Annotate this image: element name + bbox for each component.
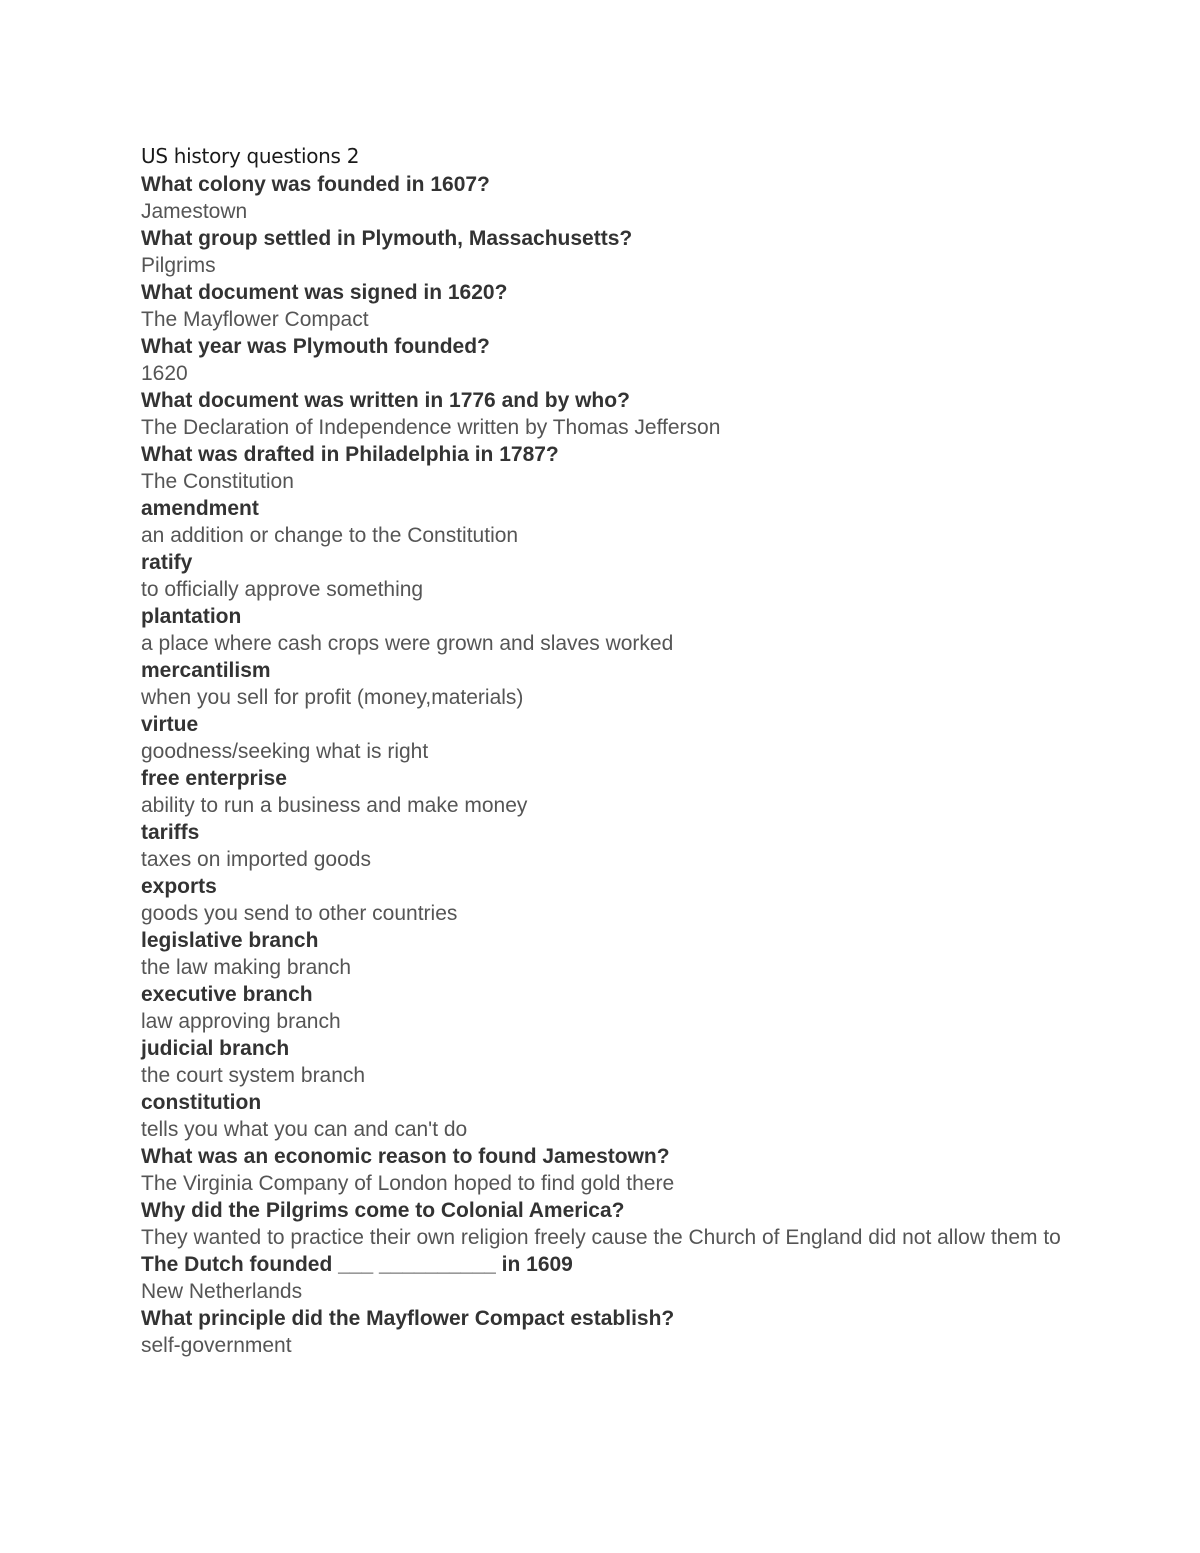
question-text: amendment [141,497,259,520]
qa-item [141,1305,1061,1359]
qa-item [141,333,1061,387]
answer-text: to officially approve something [141,578,424,601]
qa-item [141,387,1061,441]
answer-text: goods you send to other countries [141,902,458,925]
qa-item [141,1035,1061,1089]
answer-text: Pilgrims [141,254,216,277]
question-text: Why did the Pilgrims come to Colonial America? [141,1199,625,1222]
answer-text: They wanted to practice their own religion freely cause the Church of England did not allow them to [141,1226,1061,1249]
question-text: What document was signed in 1620? [141,281,508,304]
question-text: judicial branch [141,1037,290,1060]
qa-list [141,171,1061,1359]
qa-item [141,657,1061,711]
answer-text: 1620 [141,362,188,385]
qa-item [141,765,1061,819]
question-text: What was drafted in Philadelphia in 1787? [141,443,559,466]
answer-text: The Constitution [141,470,294,493]
qa-item [141,1143,1061,1197]
question-text: ratify [141,551,193,574]
qa-item [141,927,1061,981]
answer-text: law approving branch [141,1010,341,1033]
answer-text: taxes on imported goods [141,848,371,871]
qa-item [141,711,1061,765]
question-text: executive branch [141,983,313,1006]
answer-text: Jamestown [141,200,248,223]
qa-item [141,1089,1061,1143]
answer-text: ability to run a business and make money [141,794,528,817]
qa-item [141,495,1061,549]
qa-item [141,981,1061,1035]
answer-text: goodness/seeking what is right [141,740,429,763]
qa-item [141,1197,1061,1251]
answer-text: a place where cash crops were grown and slaves worked [141,632,674,655]
question-text: What year was Plymouth founded? [141,335,490,358]
question-text: What colony was founded in 1607? [141,173,490,196]
qa-item [141,279,1061,333]
question-text: plantation [141,605,242,628]
answer-text: New Netherlands [141,1280,303,1303]
question-text: mercantilism [141,659,271,682]
question-text: The Dutch founded ___ __________ in 1609 [141,1253,573,1276]
answer-text: the law making branch [141,956,352,979]
answer-text: The Mayflower Compact [141,308,369,331]
qa-item [141,441,1061,495]
answer-text: The Declaration of Independence written by Thomas Jefferson [141,416,721,439]
question-text: What document was written in 1776 and by who? [141,389,630,412]
qa-item [141,819,1061,873]
qa-item [141,873,1061,927]
question-text: What was an economic reason to found Jamestown? [141,1145,670,1168]
document-page [141,141,1061,1359]
question-text: virtue [141,713,199,736]
qa-item [141,549,1061,603]
question-text: exports [141,875,217,898]
answer-text: when you sell for profit (money,materials) [141,686,524,709]
answer-text: tells you what you can and can't do [141,1118,468,1141]
question-text: What group settled in Plymouth, Massachusetts? [141,227,633,250]
question-text: legislative branch [141,929,319,952]
answer-text: the court system branch [141,1064,366,1087]
question-text: free enterprise [141,767,287,790]
qa-item [141,171,1061,225]
qa-item [141,603,1061,657]
question-text: What principle did the Mayflower Compact establish? [141,1307,675,1330]
answer-text: self-government [141,1334,292,1357]
answer-text: an addition or change to the Constitution [141,524,519,547]
document-title: US history questions 2 [141,144,360,168]
question-text: constitution [141,1091,262,1114]
qa-item [141,1251,1061,1305]
answer-text: The Virginia Company of London hoped to find gold there [141,1172,675,1195]
qa-item [141,225,1061,279]
question-text: tariffs [141,821,200,844]
